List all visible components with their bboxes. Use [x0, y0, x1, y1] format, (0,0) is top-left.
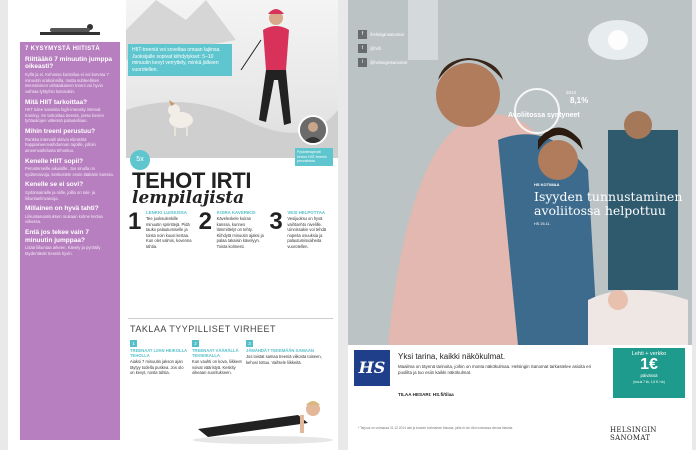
price-box[interactable] [613, 348, 685, 398]
article-subtitle: lempilajista [132, 188, 245, 208]
portrait-caption: Fysioterapeutti kertoo HIIT-treenin perusteista. [295, 148, 333, 166]
faq-answer: Perusterveille aikuisille. Jos sinulla on sydänvaivoja, keskustele ensin lääkärin kanssa. [25, 166, 114, 177]
tip-column [128, 210, 195, 298]
faq-sidebar [20, 42, 120, 440]
faq-item [25, 99, 115, 124]
right-page [348, 0, 692, 450]
faq-answer: Rankka intervalli aktivoi elimistöä happiaineenvaihdunnan rajoille, jolloin aineenvaihdunta tehostuu. [25, 136, 96, 153]
faq-answer: Liikuntasuosituksen mukaan kolme kertaa viikossa. [25, 213, 103, 225]
faq-question: Riittääkö 7 minuutin jumppa oikeasti? [25, 56, 113, 71]
twitter-icon: t [358, 44, 367, 53]
social-handle: /helsinginsanomat [370, 32, 404, 37]
tip-column [199, 210, 266, 298]
plank-illustration [188, 385, 338, 445]
mistake-number: 2 [192, 340, 199, 347]
article-date: HS 26.11. [534, 222, 551, 226]
tip-text: Tee juoksulenkille minuutin sprinttejä. Pidä tauko palautumiselle ja toista noin kuusi kertaa. Kun olet valmis, kovenna tahtia. [146, 216, 192, 249]
mistake-item [130, 340, 188, 376]
mistake-number: 3 [246, 340, 253, 347]
mistake-text: Kun vauhti on kova, liikkeet voivat vääristyä. Keskity oikeaan suoritukseen. [192, 359, 242, 376]
workout-figure-icon [20, 22, 120, 38]
mistake-heading: JÄMÄHDÄT TEKEMÄÄN SAMAAN [246, 348, 314, 353]
mistake-text: Aiaksi 7 minuutin jakson ajan täytyy todella puskea. Jos olo on kevyt, nosta tahtia. [130, 359, 184, 376]
faq-answer: Sydänsairaille ja niille, joilla on tuki- ja liikuntaelinvaivoja. [25, 189, 96, 201]
section-divider [128, 318, 333, 319]
faq-answer: HIIT tulee sanoista high-intensity interval training. Se tarkoittaa treeniä, jossa kovien työtaukojen väleissä palautellaan. [25, 107, 104, 124]
stat-year: 2013 [566, 90, 577, 95]
mistake-text: Jos toistat samaa treeniä viikosta toiseen, kehosi tottuu. Vaihtele liikkeitä. [246, 354, 322, 365]
faq-question: Millainen on hyvä tahti? [25, 205, 99, 213]
faq-item [25, 56, 115, 95]
ad-title: Yksi tarina, kaikki näkökulmat. [398, 352, 506, 361]
price-value: 1€ [640, 356, 658, 373]
expert-portrait [298, 115, 328, 145]
article-title: TEHOT IRTI [132, 168, 252, 193]
article-kicker: HS KOTIMAA [534, 182, 560, 187]
brand-wordmark: HELSINGIN SANOMAT [610, 426, 657, 442]
faq-item [25, 128, 115, 153]
faq-answer: Kyllä ja ei. Kehossa kuntoilua ei voi korvata 7 minuutin urakoinnilla, mutta suhteellisen intensiivinen vähäaikainen treeni voi hyvin vaihtaa lyhtyihin kotonakin. [25, 71, 109, 94]
tip-heading: VESI HELPOTTAA [287, 210, 326, 215]
tip-heading: KOIRA KAVERIKSI [216, 210, 256, 215]
left-page [8, 0, 338, 450]
mistake-heading: TREENAAT VÄÄRÄLLÄ TEKNIIKALLA [192, 348, 239, 359]
faq-question: Kenelle HIIT sopii? [25, 157, 84, 165]
social-facebook[interactable] [358, 30, 404, 39]
mistake-item [246, 340, 334, 365]
sidebar-header [25, 46, 115, 52]
tip-text: Vesijuoksu on hyvä vaihtoehto nivelille. Uinnissakin voi tehdä nopeita osuuksia ja palautumisvaiheita vuorotellen. [287, 216, 327, 249]
tip-number: 1 [128, 208, 142, 235]
tip-number: 3 [269, 208, 283, 235]
ad-body: Maailma on täynnä tarinoita, joihin on monta näkökulmaa. Helsingin Sanomat tarkastelee asioita eri puolilta ja tuo esiin kaikki näkökulmat. [398, 364, 592, 375]
price-offer-label: Lehti + verkko [631, 351, 667, 357]
faq-question: Kenelle se ei sovi? [25, 181, 84, 189]
embrace-scene [348, 0, 692, 345]
social-twitter[interactable] [358, 44, 381, 53]
subscribe-link[interactable]: TILAA HESARI: HS.fi/tilaa [398, 392, 454, 397]
faq-answer: Lisää liikuntaa arkeen. Kävely ja pyöräily täydentävät treeniä hyvin. [25, 244, 101, 256]
mistakes-title: TAKLAA TYYPILLISET VIRHEET [130, 324, 277, 334]
tips-columns [128, 210, 336, 298]
tip-text: Käveleskele koiran kanssa, kunnes lämmittelyt on tehty. Kiihdytä minuutin ajaksi ja palaa takaisin kävelyyn. Toista kolmesti. [216, 216, 264, 249]
social-handle: @hsfi [370, 46, 381, 51]
faq-item [25, 181, 115, 201]
faq-item [25, 229, 115, 256]
social-handle: @helsinginsanomat [370, 60, 407, 65]
hero-caption: HIIT-treeniä voi soveltaa omaan lajiinsa. Juoksijalle sopivat kiihdytykset: 5–10 minuutin kevyt verryttely, minkä jälkeen vuorotellen. [128, 44, 232, 76]
faq-question: Mitä HIIT tarkoittaa? [25, 98, 88, 106]
faq-question: Entä jos tekee vain 7 minuutin jumppaa? [25, 229, 89, 244]
times-badge: 5x [130, 150, 150, 170]
tip-number: 2 [198, 208, 213, 235]
mistake-number: 1 [130, 340, 137, 347]
article-headline[interactable]: Isyyden tunnustaminen avoliitossa helpottuu [534, 189, 683, 218]
mistake-item [192, 340, 242, 376]
stat-percentage: 8,1% [570, 96, 589, 105]
tip-heading: LENKKI LUISKISSA [146, 210, 187, 215]
social-instagram[interactable] [358, 58, 407, 67]
hs-logo: HS [354, 350, 390, 386]
stat-label: Avoliitossa syntyneet [508, 112, 580, 119]
hospital-photo [348, 0, 692, 345]
price-period: päivässä [640, 373, 658, 378]
instagram-icon: i [358, 58, 367, 67]
price-terms: (ma-la 7 kk, 1,5 € / vk) [633, 380, 665, 384]
offer-footnote: * Tarjous on voimassa 31.12.2014 asti ja koskee kotimaisen tilausta, joilla ei ole ollut voimassa olevaa tilausta. [358, 426, 514, 430]
stat-ring [514, 88, 560, 134]
faq-question: Mihin treeni perustuu? [25, 128, 96, 136]
faq-item [25, 205, 115, 225]
facebook-icon: f [358, 30, 367, 39]
tip-column [269, 210, 336, 298]
mistake-heading: TREENAAT LIIAN HEIKOLLA TEHOLLA [130, 348, 187, 359]
sidebar-header-label: 7 KYSYMYSTÄ HIITISTÄ [25, 46, 101, 52]
faq-item [25, 158, 115, 178]
